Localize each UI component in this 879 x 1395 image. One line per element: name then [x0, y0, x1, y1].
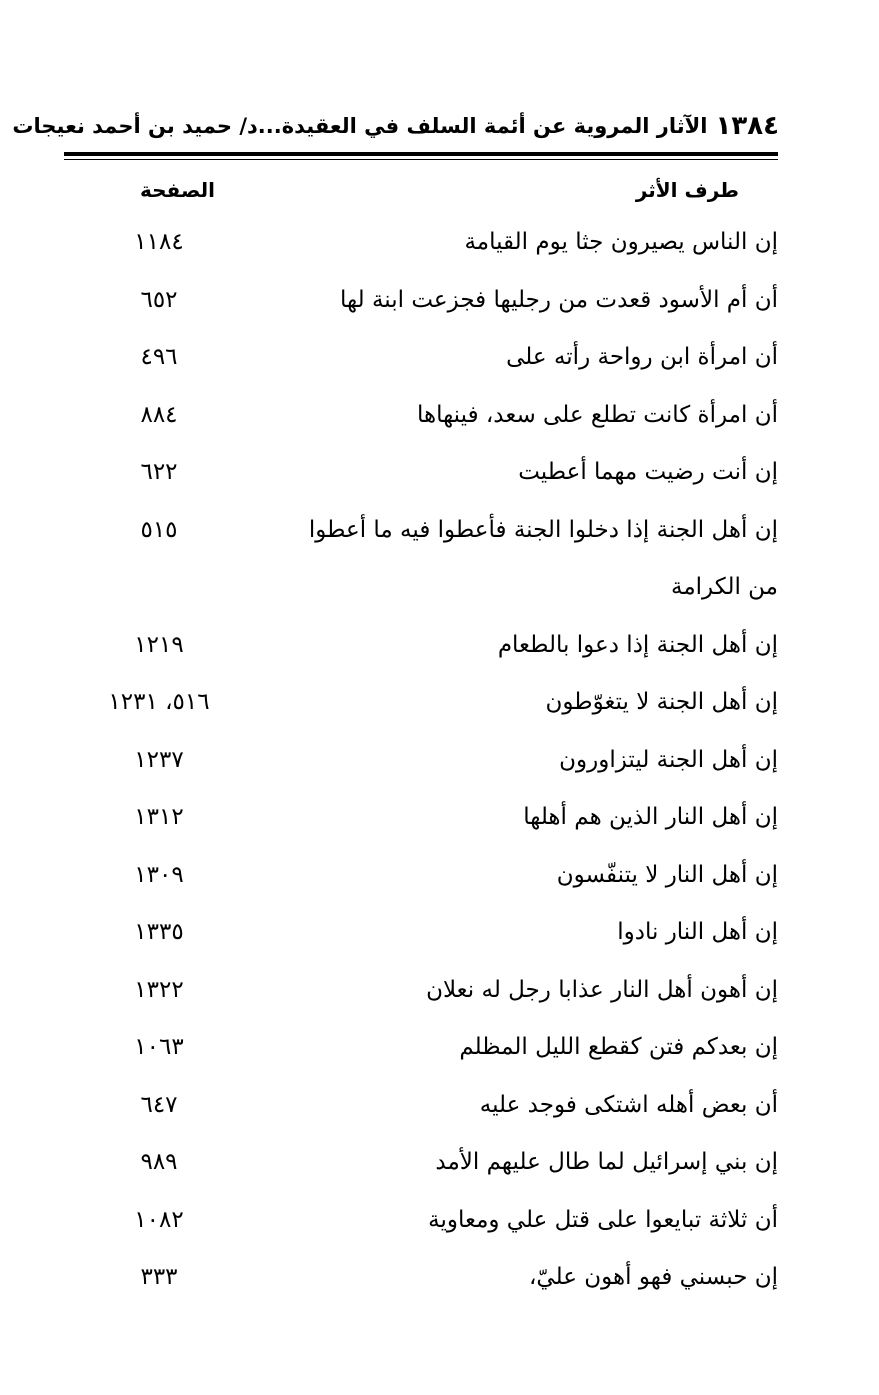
- athar-text: إن أهل الجنة لا يتغوّطون: [545, 689, 778, 715]
- page-reference: ٣٣٣: [140, 1264, 178, 1290]
- index-row: [64, 444, 778, 502]
- page-reference: ٦٥٢: [140, 286, 178, 313]
- page-reference: ١٣١٢: [134, 804, 184, 830]
- index-list: [64, 214, 778, 1307]
- header-rule-thin: [64, 159, 778, 160]
- page-reference: ٥١٥: [140, 516, 178, 543]
- athar-text: إن الناس يصيرون جثا يوم القيامة: [464, 229, 778, 255]
- athar-text: إن بني إسرائيل لما طال عليهم الأمد: [435, 1149, 778, 1175]
- index-row: [64, 272, 778, 330]
- page-reference: ١٠٦٣: [134, 1034, 184, 1060]
- index-row: [64, 904, 778, 962]
- page-reference: ٦٤٧: [140, 1091, 178, 1118]
- index-row: [64, 847, 778, 905]
- athar-text: إن أهل الجنة ليتزاورون: [559, 746, 778, 773]
- column-header-page: الصفحة: [140, 178, 216, 202]
- athar-text: إن أهل النار نادوا: [617, 919, 778, 945]
- page-number: ١٣٨٤: [715, 111, 779, 141]
- index-row: [64, 1077, 778, 1135]
- athar-text: أن امرأة كانت تطلع على سعد، فينهاها: [416, 401, 778, 428]
- page-reference: ١٣٣٥: [134, 919, 184, 945]
- index-row: [64, 617, 778, 675]
- athar-text: إن بعدكم فتن كقطع الليل المظلم: [459, 1034, 778, 1060]
- book-title: الآثار المروية عن أئمة السلف في العقيدة...د/ حميد بن أحمد نعيجات: [12, 114, 708, 138]
- athar-text: إن أنت رضيت مهما أعطيت: [518, 459, 778, 485]
- page-reference: ١٠٨٢: [134, 1206, 184, 1233]
- index-row: [64, 1134, 778, 1192]
- page-reference: ١٢٣٧: [134, 746, 184, 773]
- athar-text: أن بعض أهله اشتكى فوجد عليه: [479, 1091, 778, 1118]
- index-row: [64, 1019, 778, 1077]
- index-row: [64, 1192, 778, 1250]
- index-row: [64, 789, 778, 847]
- page-reference: ٤٩٦: [140, 344, 178, 370]
- athar-text: إن حبسني فهو أهون عليّ،: [528, 1264, 778, 1290]
- athar-text: إن أهل النار لا يتنفّسون: [556, 861, 778, 888]
- page-reference: ١١٨٤: [134, 229, 184, 255]
- athar-text: أن امرأة ابن رواحة رأته على: [506, 344, 778, 370]
- index-row: [64, 674, 778, 732]
- page-reference: ١٣٠٩: [134, 861, 184, 888]
- index-row: [64, 1249, 778, 1307]
- index-row: [64, 962, 778, 1020]
- header-rule-thick: [64, 152, 778, 156]
- index-row: [64, 329, 778, 387]
- athar-text: إن أهل الجنة إذا دخلوا الجنة فأعطوا فيه ما أعطوا من الكرامة: [308, 516, 778, 600]
- index-row: [64, 214, 778, 272]
- running-header: [12, 108, 779, 144]
- index-row: [64, 502, 778, 617]
- athar-text: إن أهل الجنة إذا دعوا بالطعام: [497, 631, 778, 658]
- page-reference: ٥١٦، ١٢٣١: [108, 689, 210, 715]
- page-reference: ٦٢٢: [140, 459, 178, 485]
- column-header-athar: طرف الأثر: [635, 178, 739, 202]
- index-row: [64, 732, 778, 790]
- athar-text: إن أهون أهل النار عذابا رجل له نعلان: [426, 976, 778, 1003]
- page-reference: ٩٨٩: [140, 1149, 178, 1175]
- athar-text: أن أم الأسود قعدت من رجليها فجزعت ابنة لها: [340, 286, 778, 313]
- page-reference: ١٢١٩: [134, 631, 184, 658]
- index-row: [64, 387, 778, 445]
- page-reference: ١٣٢٢: [134, 976, 184, 1003]
- page-reference: ٨٨٤: [140, 401, 178, 428]
- athar-text: إن أهل النار الذين هم أهلها: [523, 804, 778, 830]
- athar-text: أن ثلاثة تبايعوا على قتل علي ومعاوية: [428, 1206, 778, 1233]
